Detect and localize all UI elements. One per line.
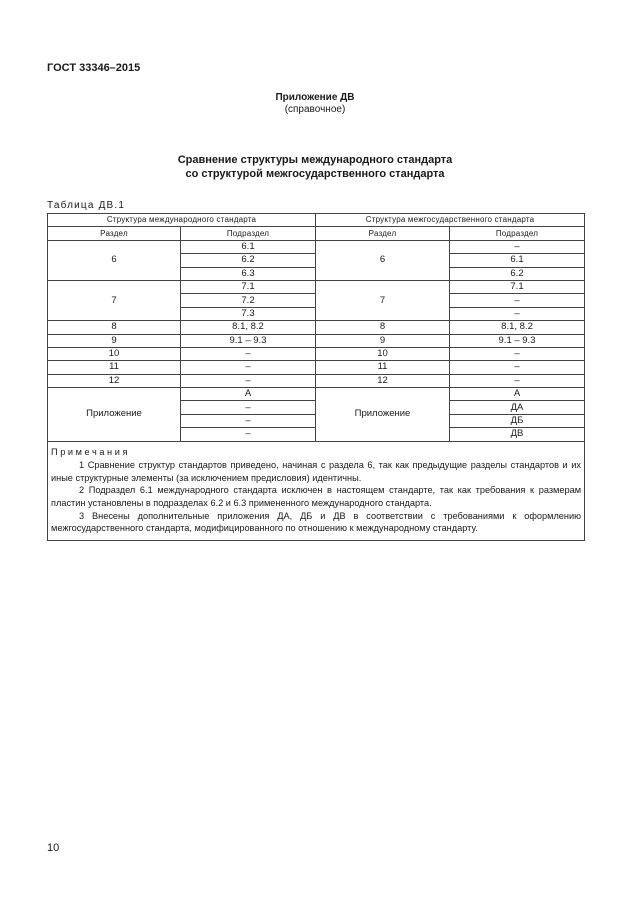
table-row: [48, 374, 585, 387]
nat-subsection-cell: –: [450, 347, 585, 360]
nat-section-cell: 10: [316, 347, 450, 360]
note-3: 3 Внесены дополнительные приложения ДА, ДБ и ДВ в соответствии с требованиями к оформлению межгосударственного стандарта, модифицированного по отношению к международному стандарту.: [51, 510, 582, 534]
intl-subsection-cell: 6.1: [181, 240, 316, 253]
intl-subsection-cell: 6.3: [181, 267, 316, 280]
nat-subsection-cell: 9.1 – 9.3: [450, 334, 585, 347]
nat-subsection-cell: –: [450, 374, 585, 387]
table-row: [48, 334, 585, 347]
section-heading: [0, 153, 630, 181]
nat-section-cell: 8: [316, 321, 450, 334]
appendix-subtitle: (справочное): [284, 104, 346, 115]
table-row: [48, 240, 585, 253]
nat-section-cell: 6: [316, 240, 450, 280]
intl-subsection-cell: –: [181, 414, 316, 427]
nat-subsection-cell: 8.1, 8.2: [450, 321, 585, 334]
group-header-nat: Структура межгосударственного стандарта: [316, 214, 585, 227]
heading-line-2: со структурой межгосударственного стандарта: [185, 168, 445, 180]
group-header-intl: Структура международного стандарта: [48, 214, 316, 227]
note-2: 2 Подраздел 6.1 международного стандарта исключен в настоящем стандарте, так как требования к размерам пластин установлены в подразделах 6.2 и 6.3 примененного международного стандарта.: [51, 485, 582, 509]
group-header-row: [48, 214, 585, 227]
col-header-nat-subsection: Подраздел: [450, 227, 585, 240]
page-number: 10: [47, 842, 60, 854]
intl-section-cell: 6: [48, 240, 181, 280]
notes-body: [48, 441, 585, 540]
nat-subsection-cell: 7.1: [450, 280, 585, 293]
intl-subsection-cell: –: [181, 401, 316, 414]
heading-line-1: Сравнение структуры международного стандарта: [177, 154, 453, 166]
table-row: [48, 280, 585, 293]
table-row: [48, 388, 585, 401]
document-id: ГОСТ 33346–2015: [47, 62, 141, 74]
table-caption: Таблица ДВ.1: [47, 200, 126, 211]
intl-subsection-cell: –: [181, 347, 316, 360]
table-row: [48, 361, 585, 374]
nat-subsection-cell: –: [450, 240, 585, 253]
notes-title: Примечания: [51, 446, 131, 457]
intl-subsection-cell: 7.2: [181, 294, 316, 307]
intl-subsection-cell: 7.1: [181, 280, 316, 293]
table-body: [48, 214, 585, 442]
intl-section-cell: 10: [48, 347, 181, 360]
appendix-title: Приложение ДВ: [275, 92, 355, 103]
nat-subsection-cell: А: [450, 388, 585, 401]
nat-subsection-cell: ДА: [450, 401, 585, 414]
structure-comparison-table: [47, 213, 585, 541]
intl-section-cell: 12: [48, 374, 181, 387]
nat-section-cell: Приложение: [316, 388, 450, 442]
intl-subsection-cell: –: [181, 374, 316, 387]
col-header-intl-subsection: Подраздел: [181, 227, 316, 240]
table-row: [48, 321, 585, 334]
intl-subsection-cell: –: [181, 428, 316, 441]
nat-subsection-cell: 6.2: [450, 267, 585, 280]
nat-subsection-cell: 6.1: [450, 254, 585, 267]
nat-subsection-cell: ДВ: [450, 428, 585, 441]
nat-subsection-cell: ДБ: [450, 414, 585, 427]
notes-row: [48, 441, 585, 540]
nat-section-cell: 9: [316, 334, 450, 347]
intl-subsection-cell: 6.2: [181, 254, 316, 267]
intl-subsection-cell: А: [181, 388, 316, 401]
column-header-row: [48, 227, 585, 240]
intl-section-cell: 7: [48, 280, 181, 320]
col-header-nat-section: Раздел: [316, 227, 450, 240]
intl-subsection-cell: –: [181, 361, 316, 374]
intl-section-cell: 11: [48, 361, 181, 374]
nat-subsection-cell: –: [450, 307, 585, 320]
nat-subsection-cell: –: [450, 361, 585, 374]
intl-subsection-cell: 7.3: [181, 307, 316, 320]
intl-subsection-cell: 9.1 – 9.3: [181, 334, 316, 347]
nat-section-cell: 12: [316, 374, 450, 387]
table-row: [48, 347, 585, 360]
nat-section-cell: 11: [316, 361, 450, 374]
nat-subsection-cell: –: [450, 294, 585, 307]
intl-section-cell: Приложение: [48, 388, 181, 442]
intl-section-cell: 8: [48, 321, 181, 334]
note-1: 1 Сравнение структур стандартов приведено, начиная с раздела 6, так как предыдущие разделы стандартов и их иные структурные элементы (за исключением предисловия) идентичны.: [51, 460, 582, 483]
intl-subsection-cell: 8.1, 8.2: [181, 321, 316, 334]
nat-section-cell: 7: [316, 280, 450, 320]
notes-cell: [48, 441, 585, 540]
intl-section-cell: 9: [48, 334, 181, 347]
col-header-intl-section: Раздел: [48, 227, 181, 240]
appendix-block: [0, 92, 630, 116]
